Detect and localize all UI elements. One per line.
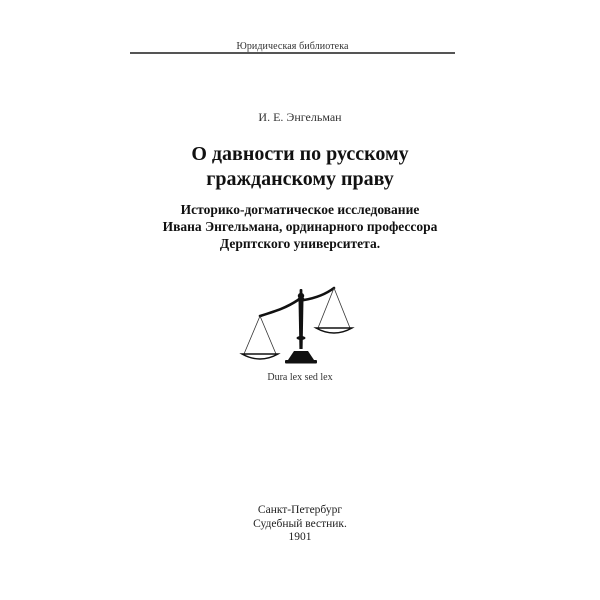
imprint bbox=[0, 504, 600, 545]
scales-base-plate bbox=[285, 360, 317, 364]
left-pan bbox=[242, 316, 278, 359]
imprint-publisher: Судебный вестник. bbox=[253, 517, 347, 530]
subtitle-line: Ивана Энгельмана, ординарного профессора bbox=[162, 219, 438, 234]
subtitle-line: Историко-догматическое исследование bbox=[180, 202, 420, 217]
scales-of-justice-icon bbox=[238, 278, 368, 368]
book-subtitle bbox=[0, 201, 600, 252]
scales-collar bbox=[297, 336, 306, 340]
scales-finial-tip bbox=[300, 289, 303, 294]
series-header: Юридическая библиотека bbox=[236, 41, 349, 52]
title-line: О давности по русскому bbox=[191, 143, 409, 165]
subtitle-line: Дерптского университета. bbox=[219, 236, 381, 251]
scales-base bbox=[288, 351, 314, 360]
header-rule bbox=[130, 52, 455, 54]
author-name: И. Е. Энгельман bbox=[258, 110, 342, 124]
imprint-city: Санкт-Петербург bbox=[257, 504, 343, 516]
scales-pillar bbox=[299, 299, 304, 349]
scales-beam bbox=[260, 288, 334, 316]
imprint-year: 1901 bbox=[288, 531, 312, 543]
motto: Dura lex sed lex bbox=[267, 372, 333, 383]
book-title bbox=[0, 142, 600, 192]
title-line: гражданскому праву bbox=[206, 168, 394, 190]
